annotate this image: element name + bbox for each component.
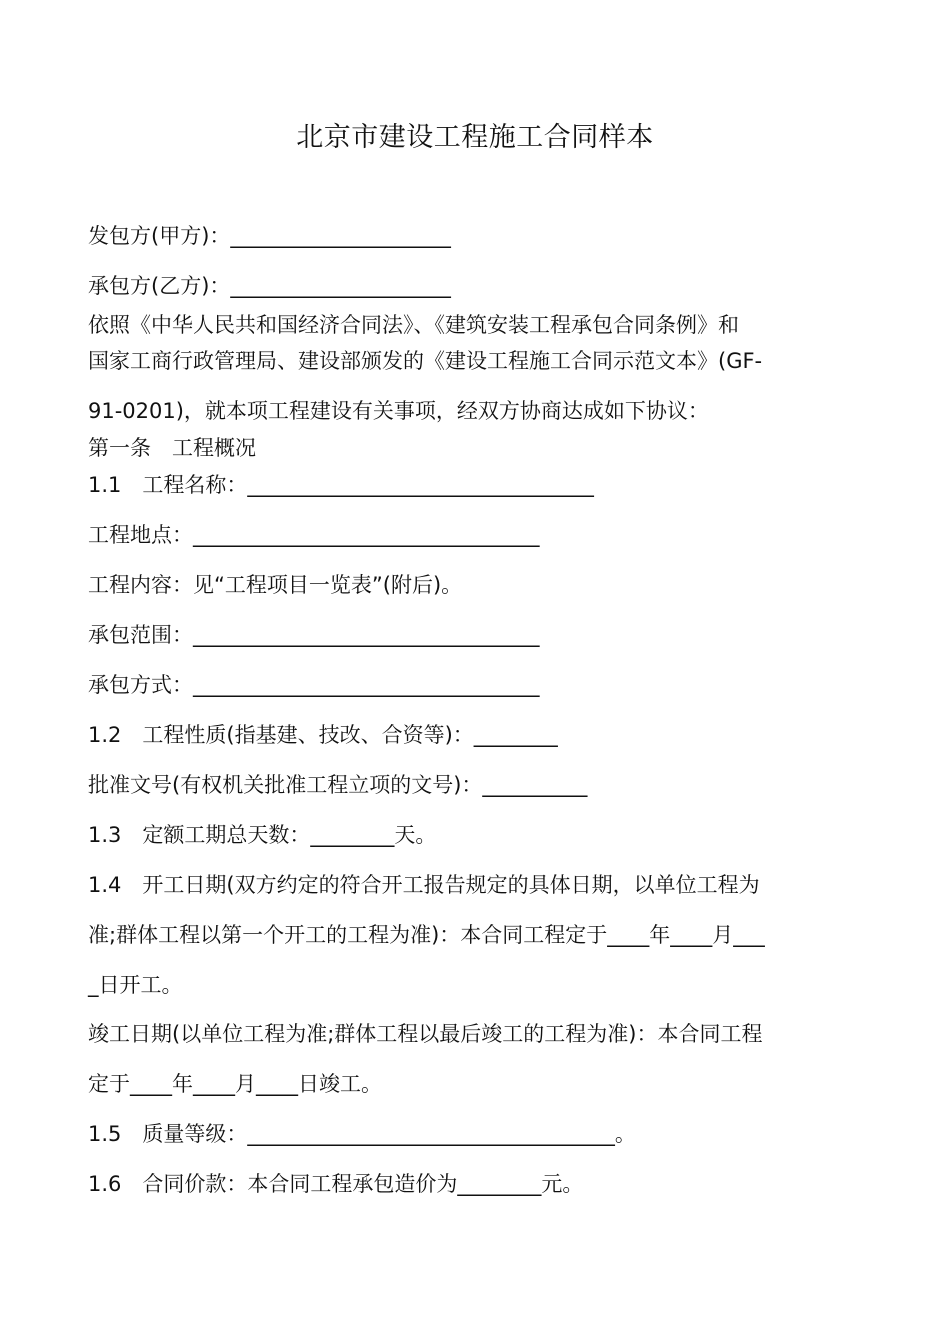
preamble-line-1: 依照《中华人民共和国经济合同法》、《建筑安装工程承包合同条例》和 [88, 313, 739, 337]
preamble-line-3: 91-0201)，就本项工程建设有关事项，经双方协商达成如下协议： [88, 399, 709, 423]
clause-1-4-start-date-line-3: _日开工。 [88, 973, 183, 997]
clause-1-2-project-nature: 1.2 工程性质(指基建、技改、合资等)：________ [88, 723, 558, 747]
article-1-heading: 第一条 工程概况 [88, 436, 256, 460]
clause-1-4-start-date-line-2: 准;群体工程以第一个开工的工程为准)：本合同工程定于____年____月___ [88, 923, 765, 947]
contract-scope-line: 承包范围：_________________________________ [88, 623, 540, 647]
project-location-line: 工程地点：_________________________________ [88, 523, 540, 547]
clause-1-3-total-days: 1.3 定额工期总天数：________天。 [88, 823, 437, 847]
contract-method-line: 承包方式：_________________________________ [88, 673, 540, 697]
completion-date-line-1: 竣工日期(以单位工程为准;群体工程以最后竣工的工程为准)：本合同工程 [88, 1022, 763, 1046]
clause-1-6-contract-price: 1.6 合同价款：本合同工程承包造价为________元。 [88, 1172, 584, 1196]
clause-1-1-project-name: 1.1 工程名称：_________________________________ [88, 473, 594, 497]
project-content-line: 工程内容：见“工程项目一览表”(附后)。 [88, 573, 463, 597]
preamble-line-2: 国家工商行政管理局、建设部颁发的《建设工程施工合同示范文本》(GF- [88, 349, 763, 373]
document-title: 北京市建设工程施工合同样本 [296, 122, 654, 153]
party-a-line: 发包方(甲方)：_____________________ [88, 224, 451, 248]
completion-date-line-2: 定于____年____月____日竣工。 [88, 1072, 382, 1096]
approval-number-line: 批准文号(有权机关批准工程立项的文号)：__________ [88, 773, 588, 797]
clause-1-5-quality-grade: 1.5 质量等级：___________________________________。 [88, 1122, 636, 1146]
clause-1-4-start-date-line-1: 1.4 开工日期(双方约定的符合开工报告规定的具体日期，以单位工程为 [88, 873, 760, 897]
party-b-line: 承包方(乙方)：_____________________ [88, 274, 451, 298]
